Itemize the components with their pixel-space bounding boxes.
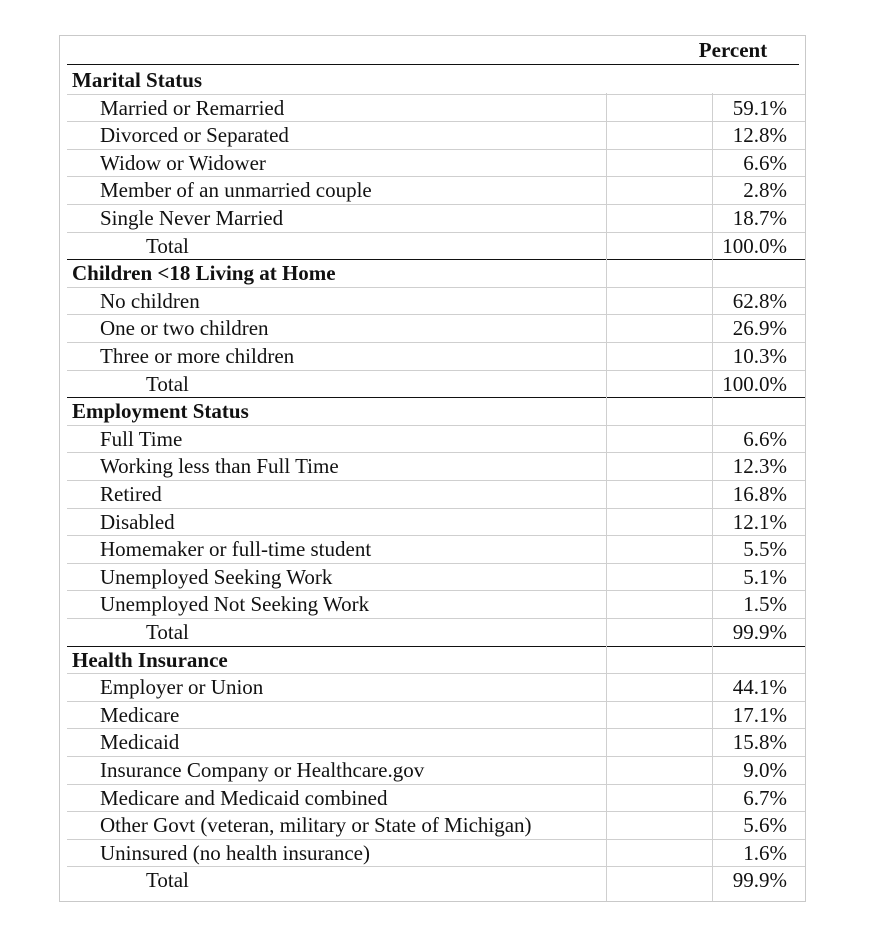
row-label: Single Never Married (100, 206, 284, 230)
percent-value: 6.6% (743, 426, 787, 451)
percent-value: 10.3% (732, 344, 787, 368)
table-header (60, 36, 805, 65)
total-row (67, 867, 805, 895)
table-row (67, 509, 805, 537)
table-row (67, 315, 805, 343)
total-row (67, 371, 805, 399)
percent-value: 15.8% (732, 730, 787, 755)
row-label: Disabled (100, 509, 175, 534)
total-label: Total (146, 620, 189, 644)
row-label: Other Govt (veteran, military or State of Michigan) (100, 813, 532, 838)
total-label: Total (146, 868, 189, 893)
table-row (67, 426, 805, 454)
percent-value: 6.7% (743, 785, 787, 810)
table-row (67, 288, 805, 316)
table-row (67, 729, 805, 757)
row-label: Full Time (100, 426, 183, 451)
section-title: Health Insurance (72, 647, 228, 672)
total-value: 99.9% (732, 620, 787, 644)
table-row (67, 177, 805, 205)
percent-value: 5.1% (743, 564, 787, 589)
demographics-table (59, 35, 806, 902)
percent-value: 5.6% (743, 813, 787, 838)
percent-column-header: Percent (698, 38, 768, 62)
percent-value: 12.3% (732, 454, 787, 479)
row-label: Divorced or Separated (100, 123, 289, 148)
table-row (67, 95, 805, 123)
row-label: Employer or Union (100, 675, 264, 700)
section-title: Children <18 Living at Home (72, 261, 336, 286)
total-label: Total (146, 233, 189, 258)
row-label: Widow or Widower (100, 150, 266, 175)
percent-value: 44.1% (732, 675, 787, 700)
section-header-row (67, 67, 805, 95)
row-label: Medicare and Medicaid combined (100, 785, 388, 810)
table-row (67, 564, 805, 592)
total-value: 100.0% (722, 233, 787, 258)
section-header-row (67, 260, 805, 288)
row-label: Working less than Full Time (100, 454, 339, 479)
percent-value: 12.8% (732, 123, 787, 148)
table-row (67, 591, 805, 619)
percent-value: 16.8% (732, 482, 787, 506)
row-label: Unemployed Seeking Work (100, 564, 333, 589)
table-row (67, 840, 805, 868)
table-row (67, 757, 805, 785)
column-divider-left (606, 93, 607, 901)
table-row (67, 702, 805, 730)
percent-value: 1.6% (743, 840, 787, 865)
section-title: Employment Status (72, 399, 249, 424)
total-label: Total (146, 371, 189, 396)
table-row (67, 205, 805, 233)
column-divider-right (712, 93, 713, 901)
row-label: Married or Remarried (100, 95, 285, 120)
table-row (67, 785, 805, 813)
table-row (67, 453, 805, 481)
row-label: Uninsured (no health insurance) (100, 840, 370, 865)
table-row (67, 536, 805, 564)
table-row (67, 674, 805, 702)
row-label: One or two children (100, 316, 269, 341)
percent-value: 9.0% (743, 758, 787, 782)
percent-value: 18.7% (732, 206, 787, 230)
percent-value: 17.1% (732, 702, 787, 727)
percent-value: 1.5% (743, 592, 787, 617)
section-header-row (67, 647, 805, 675)
percent-value: 26.9% (732, 316, 787, 341)
row-label: Medicaid (100, 730, 180, 755)
total-value: 99.9% (732, 868, 787, 893)
row-label: Three or more children (100, 344, 295, 368)
table-row (67, 122, 805, 150)
row-label: Medicare (100, 702, 180, 727)
section-header-row (67, 398, 805, 426)
table-row (67, 481, 805, 509)
section-title: Marital Status (72, 68, 203, 92)
percent-value: 2.8% (743, 178, 787, 203)
percent-value: 12.1% (732, 509, 787, 534)
table-row (67, 812, 805, 840)
percent-value: 5.5% (743, 537, 787, 562)
row-label: Insurance Company or Healthcare.gov (100, 758, 425, 782)
header-rule (67, 64, 799, 65)
row-label: Retired (100, 482, 162, 506)
row-label: No children (100, 288, 200, 313)
row-label: Unemployed Not Seeking Work (100, 592, 370, 617)
table-row (67, 150, 805, 178)
percent-value: 6.6% (743, 150, 787, 175)
row-label: Homemaker or full-time student (100, 537, 372, 562)
percent-value: 59.1% (732, 95, 787, 120)
percent-value: 62.8% (732, 288, 787, 313)
table-row (67, 343, 805, 371)
total-row (67, 619, 805, 647)
total-row (67, 233, 805, 261)
row-label: Member of an unmarried couple (100, 178, 372, 203)
total-value: 100.0% (722, 371, 787, 396)
